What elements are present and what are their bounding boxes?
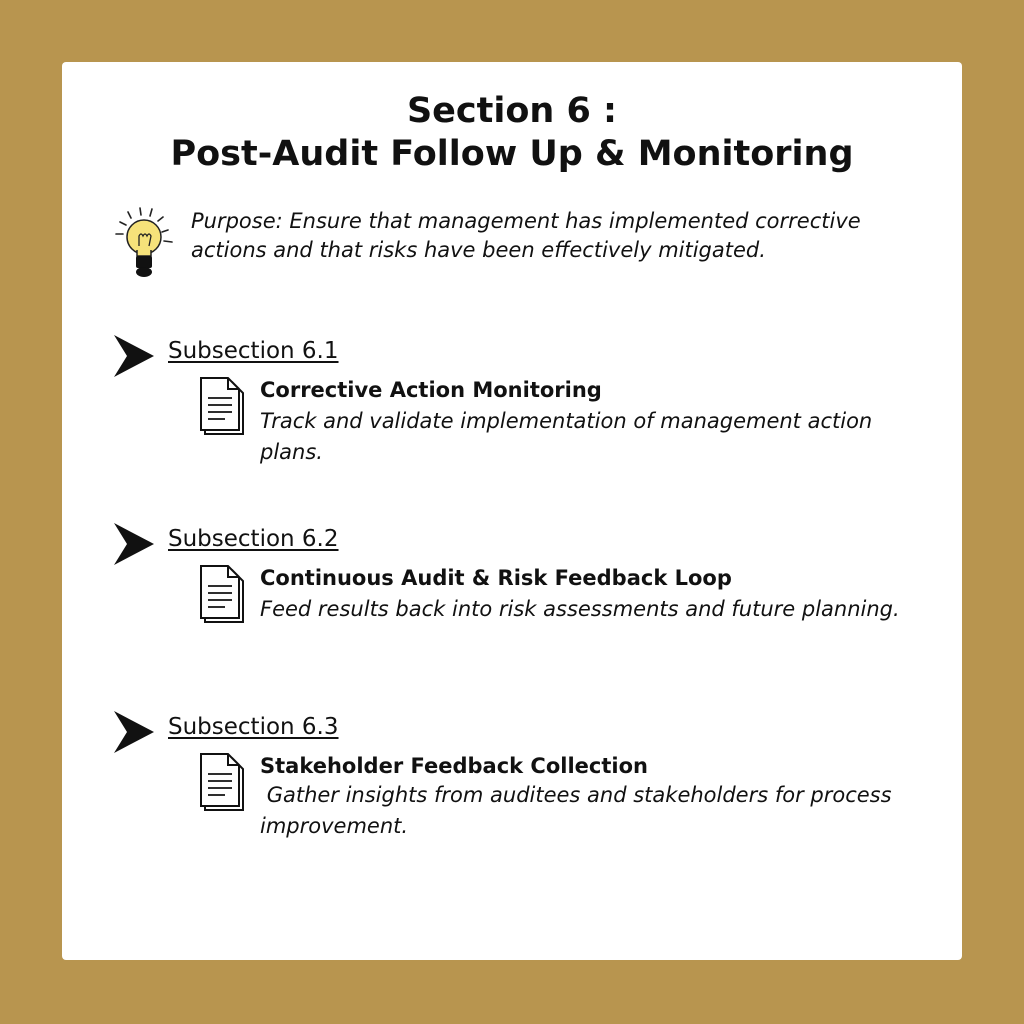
purpose-text: Purpose: Ensure that management has implemented corrective actions and that risks have been effectively mitigated.	[191, 209, 861, 262]
arrow-right-icon	[113, 522, 155, 566]
subsection-label: Subsection 6.2	[168, 526, 339, 552]
item-title: Continuous Audit & Risk Feedback Loop	[260, 566, 732, 590]
title-line-1: Section 6 :	[406, 91, 618, 131]
page-title	[62, 90, 962, 176]
subsection-6-3	[62, 710, 962, 850]
item-description: Feed results back into risk assessments and future planning.	[260, 597, 900, 621]
subsection-6-2	[62, 522, 962, 662]
content-card	[62, 62, 962, 960]
lightbulb-icon	[112, 206, 182, 282]
arrow-right-icon	[113, 334, 155, 378]
subsection-6-1	[62, 334, 962, 474]
document-icon	[199, 564, 245, 624]
item-description: Track and validate implementation of management action plans.	[260, 409, 879, 464]
subsection-label: Subsection 6.1	[168, 338, 339, 364]
subsection-label: Subsection 6.3	[168, 714, 339, 740]
item-title: Stakeholder Feedback Collection	[260, 754, 648, 778]
item-description: Gather insights from auditees and stakeholders for process improvement.	[260, 783, 899, 838]
title-line-2: Post-Audit Follow Up & Monitoring	[170, 134, 854, 174]
arrow-right-icon	[113, 710, 155, 754]
item-title: Corrective Action Monitoring	[260, 378, 602, 402]
document-icon	[199, 752, 245, 812]
document-icon	[199, 376, 245, 436]
